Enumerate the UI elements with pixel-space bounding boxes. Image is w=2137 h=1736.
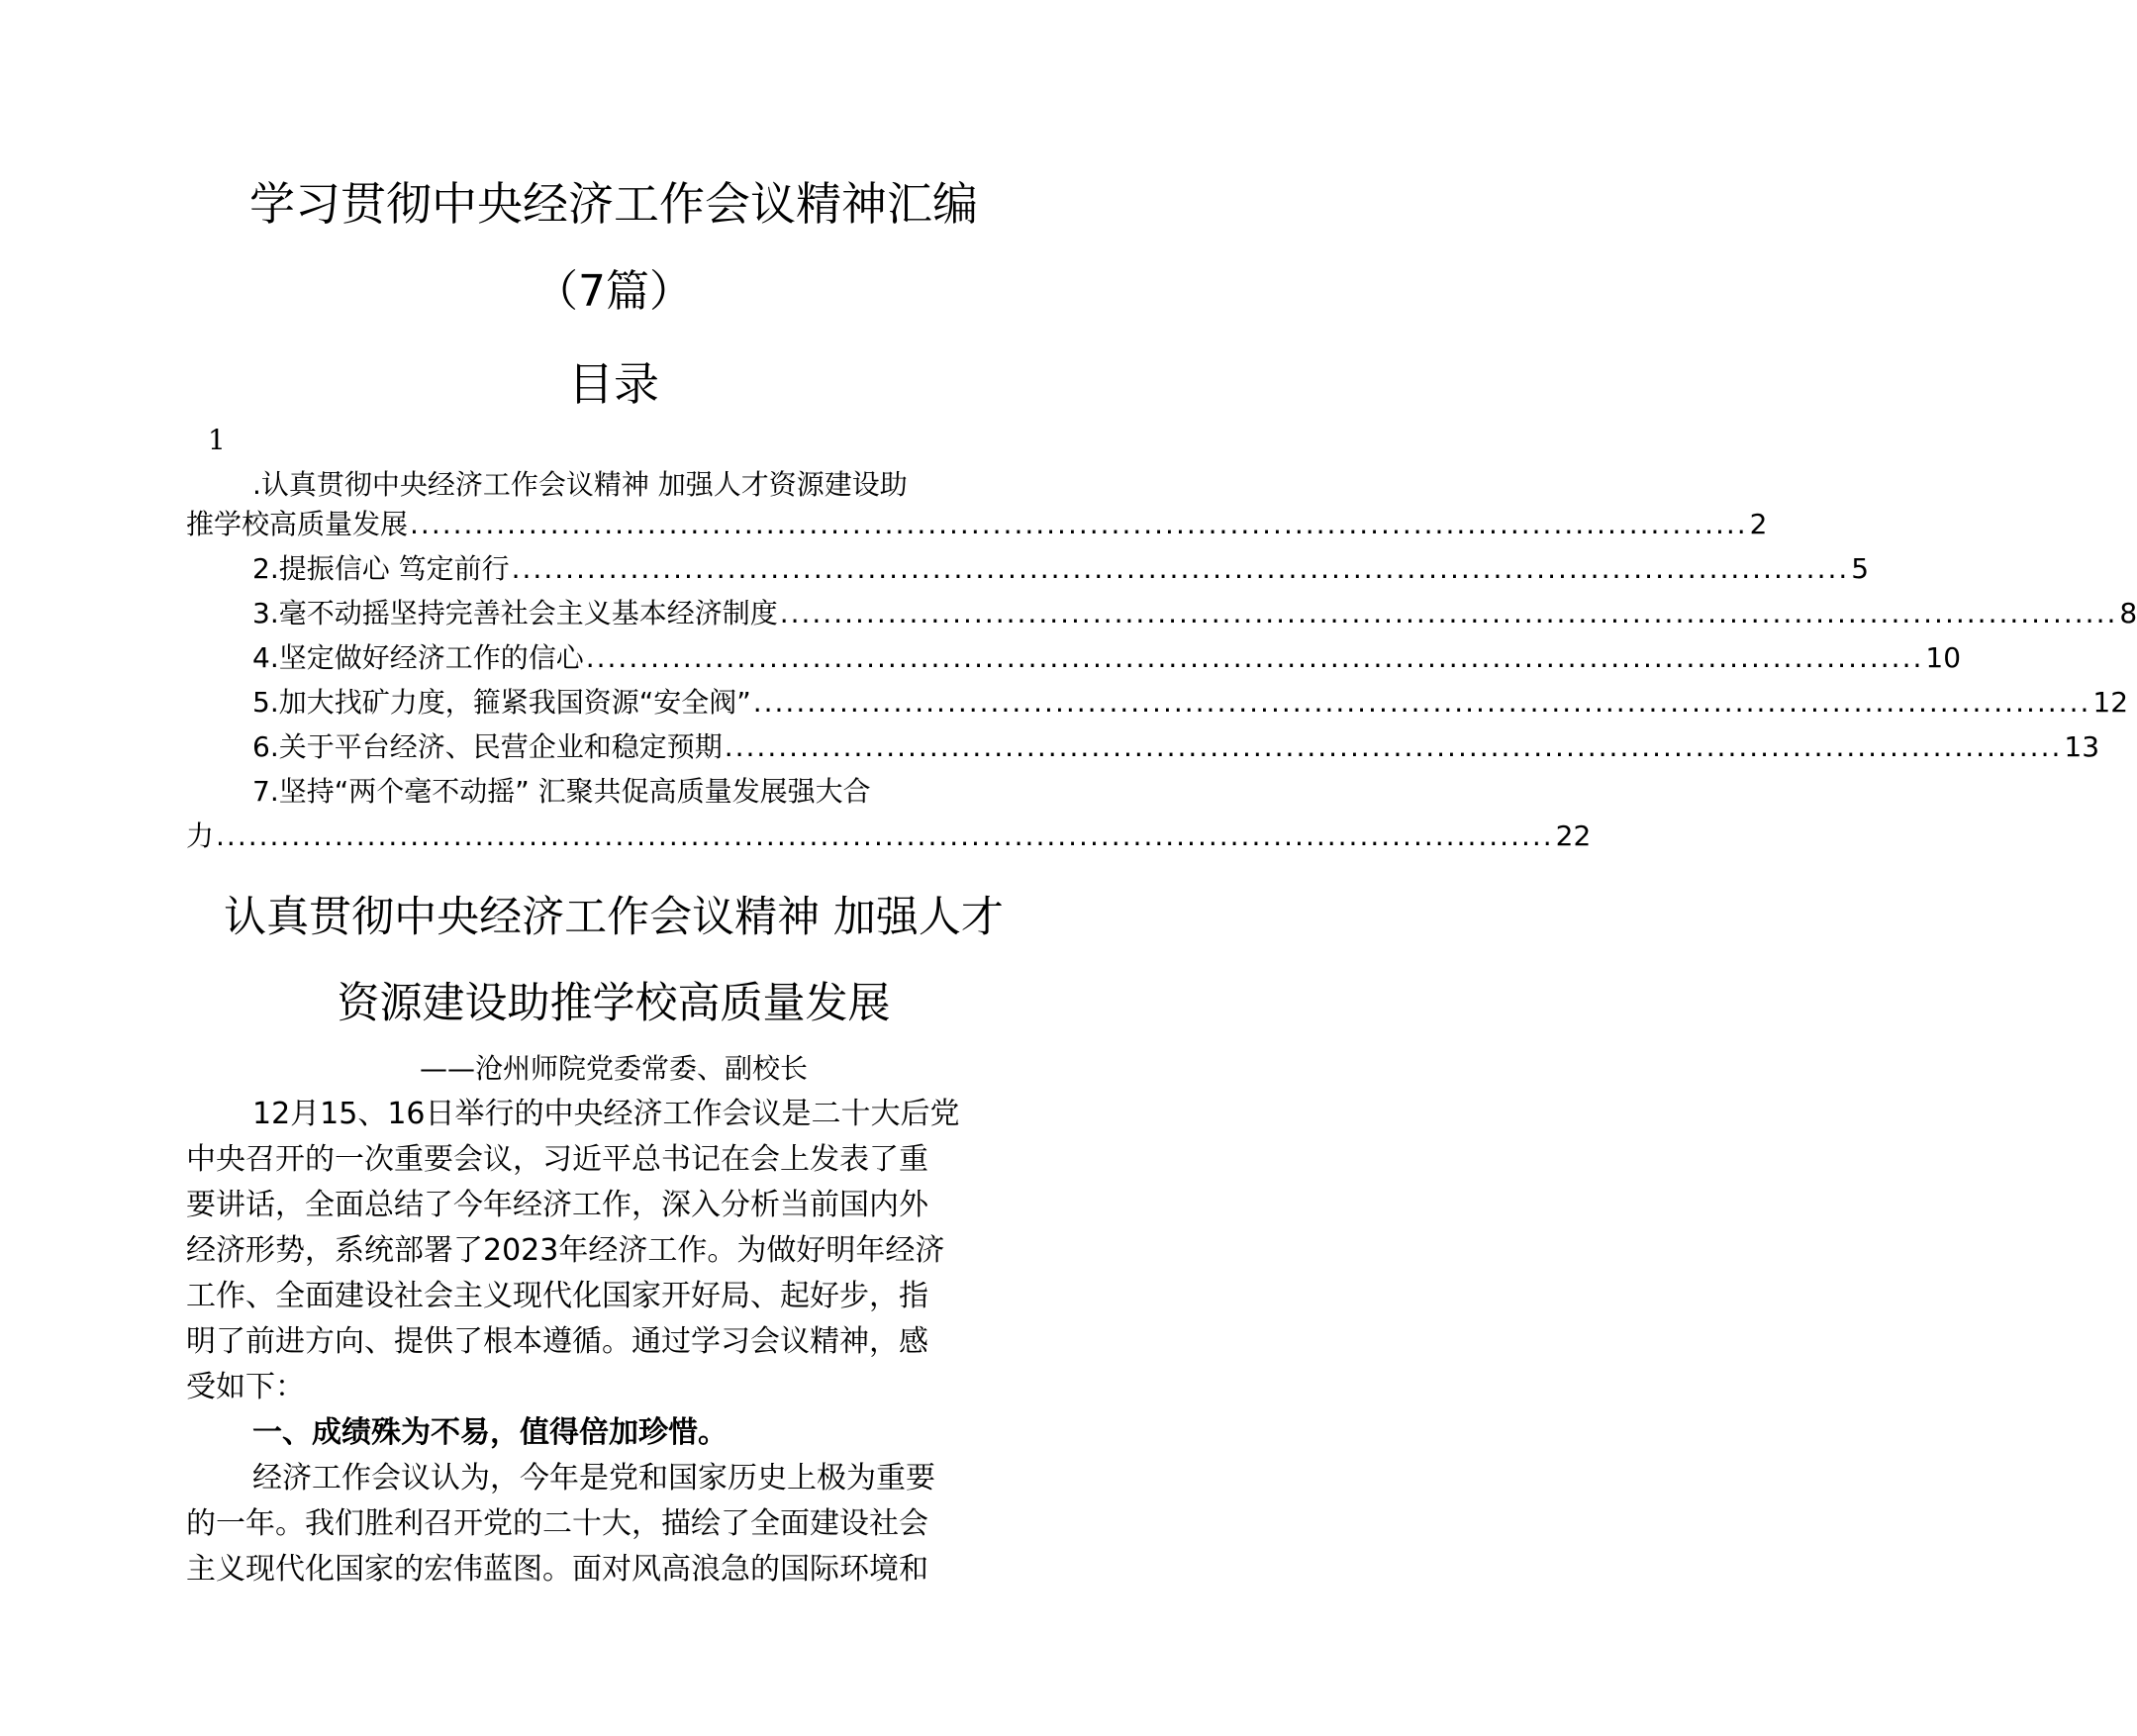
toc-item-1-line2[interactable]: 推学校高质量发展 ............................................................................................................................ 2 (186, 508, 1768, 540)
article-title-line2: 资源建设助推学校高质量发展 (337, 979, 891, 1028)
toc-page-number: 10 (1925, 641, 1962, 674)
body-line: 主义现代化国家的宏伟蓝图。面对风高浪急的国际环境和 (186, 1552, 928, 1587)
toc-item-7-line1[interactable]: 7.坚持“两个毫不动摇” 汇聚共促高质量发展强大合 (252, 775, 871, 808)
toc-leader-dots: ............................................................................................................................ (724, 730, 2063, 763)
toc-page-number: 22 (1555, 820, 1592, 852)
body-line: 要讲话，全面总结了今年经济工作，深入分析当前国内外 (186, 1188, 928, 1222)
article-byline: ——沧州师院党委常委、副校长 (419, 1052, 808, 1085)
toc-leader-dots: ............................................................................................................................ (216, 820, 1554, 852)
toc-page-number: 12 (2092, 686, 2129, 719)
toc-page-number: 2 (1749, 508, 1768, 540)
body-line: 经济形势，系统部署了2023年经济工作。为做好明年经济 (186, 1233, 945, 1268)
document-title: 学习贯彻中央经济工作会议精神汇编 (249, 177, 978, 231)
toc-item-2[interactable]: 2.提振信心 笃定前行 ............................................................................................................................ 5 (252, 552, 1870, 585)
body-line: 明了前进方向、提供了根本遵循。通过学习会议精神，感 (186, 1324, 928, 1359)
body-line: 的一年。我们胜利召开党的二十大，描绘了全面建设社会 (186, 1506, 928, 1541)
toc-leader-dots: ............................................................................................................................ (752, 686, 2091, 719)
toc-leader-dots: ............................................................................................................................ (779, 597, 2118, 629)
toc-item-4[interactable]: 4.坚定做好经济工作的信心 ............................................................................................................................ 10 (252, 641, 1962, 674)
section-heading: 一、成绩殊为不易，值得倍加珍惜。 (252, 1415, 728, 1450)
toc-leader-dots: ............................................................................................................................ (511, 552, 1850, 585)
body-line: 受如下： (186, 1370, 305, 1404)
body-line: 经济工作会议认为，今年是党和国家历史上极为重要 (252, 1461, 935, 1495)
toc-item-1-line1[interactable]: .认真贯彻中央经济工作会议精神 加强人才资源建设助 (252, 468, 908, 501)
toc-leader-dots: ............................................................................................................................ (410, 508, 1748, 540)
body-line: 工作、全面建设社会主义现代化国家开好局、起好步，指 (186, 1279, 928, 1313)
body-line: 12月15、16日举行的中央经济工作会议是二十大后党 (252, 1097, 960, 1131)
page-marker: 1 (208, 424, 226, 456)
body-line: 中央召开的一次重要会议，习近平总书记在会上发表了重 (186, 1142, 928, 1177)
toc-heading: 目录 (568, 357, 659, 411)
toc-page-number: 13 (2064, 730, 2100, 763)
article-title-line1: 认真贯彻中央经济工作会议精神 加强人才 (224, 893, 1004, 942)
toc-page-number: 8 (2119, 597, 2137, 629)
toc-item-3[interactable]: 3.毫不动摇坚持完善社会主义基本经济制度 ............................................................................................................................ 8 (252, 597, 2137, 629)
toc-item-7-line2[interactable]: 力 ............................................................................................................................ 22 (186, 820, 1592, 852)
toc-item-6[interactable]: 6.关于平台经济、民营企业和稳定预期 ............................................................................................................................ 13 (252, 730, 2100, 763)
document-title-count: （7篇） (534, 266, 693, 317)
toc-item-5[interactable]: 5.加大找矿力度，箍紧我国资源“安全阀” ............................................................................................................................ 12 (252, 686, 2129, 719)
toc-leader-dots: ............................................................................................................................ (585, 641, 1924, 674)
toc-page-number: 5 (1851, 552, 1870, 585)
